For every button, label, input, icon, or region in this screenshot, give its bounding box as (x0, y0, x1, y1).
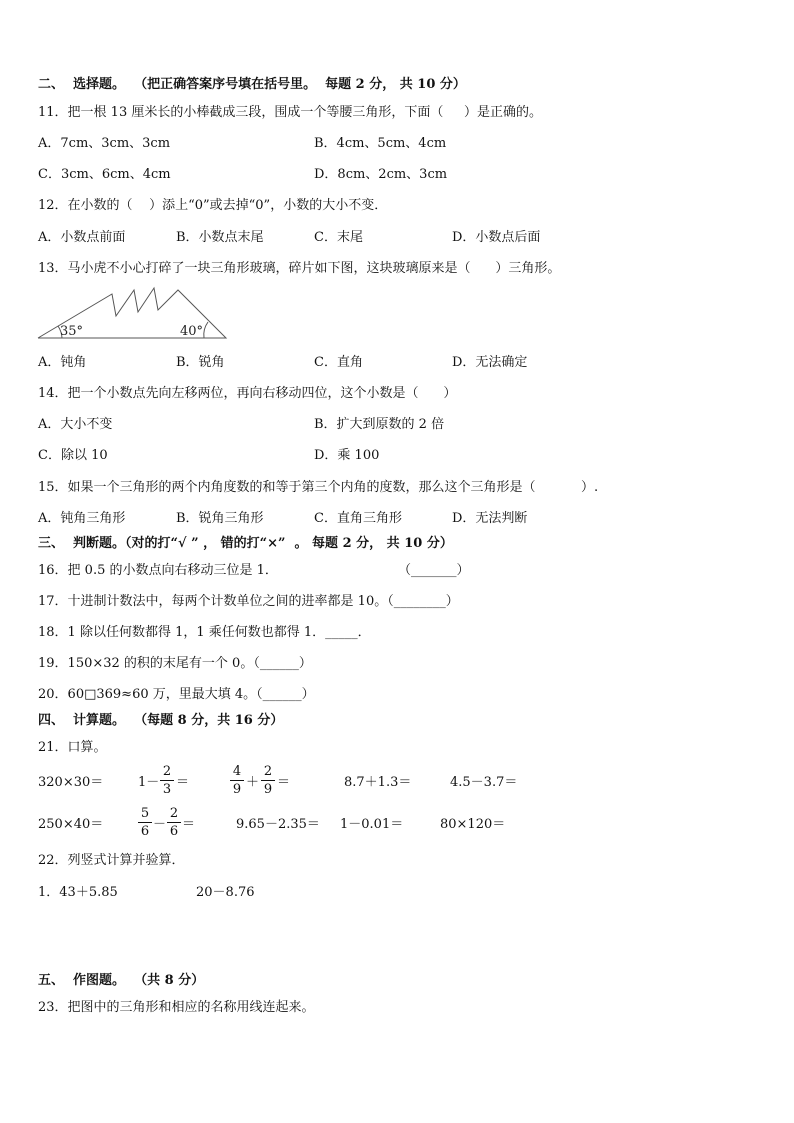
numerator: 5 (140, 806, 150, 821)
numerator: 2 (263, 764, 273, 779)
numerator: 2 (169, 806, 179, 821)
q13-stem: 13．马小虎不小心打碎了一块三角形玻璃，碎片如下图，这块玻璃原来是（ ）三角形。 (38, 261, 561, 276)
fraction-bar (138, 822, 152, 823)
q19-text: 19．150×32 的积的末尾有一个 0。（______） (38, 656, 312, 671)
q22-item-1: 1．43＋5.85 (38, 885, 118, 900)
denominator: 9 (263, 782, 273, 797)
q12-option-a: A．小数点前面 (38, 230, 126, 245)
fraction-2-9 (261, 764, 275, 797)
q15-stem: 15．如果一个三角形的两个内角度数的和等于第三个内角的度数，那么这个三角形是（ ）. (38, 480, 599, 495)
fraction-bar (167, 822, 181, 823)
section4-heading: 四、 计算题。 （每题 8 分，共 16 分） (38, 713, 284, 728)
calc-r1-c2-equals: ＝ (176, 775, 190, 790)
broken-glass-figure (36, 286, 228, 342)
q12-option-c: C．末尾 (314, 230, 363, 245)
calc-r1-c5: 4.5－3.7＝ (450, 775, 518, 790)
q14-option-a: A．大小不变 (38, 417, 113, 432)
denominator: 3 (162, 782, 172, 797)
q23-text: 23．把图中的三角形和相应的名称用线连起来。 (38, 1000, 315, 1015)
fraction-bar (230, 780, 244, 781)
section3-heading: 三、 判断题。（对的打“√ ” ， 错的打“×” 。 每题 2 分， 共 10 分） (38, 536, 453, 551)
q16-text: 16．把 0.5 的小数点向右移动三位是 1． (38, 563, 278, 578)
fraction-2-3 (160, 764, 174, 797)
q17-text: 17．十进制计数法中，每两个计数单位之间的进率都是 10。（________） (38, 594, 459, 609)
q16-answer-blank: （_______） (398, 563, 470, 578)
q15-option-a: A．钝角三角形 (38, 511, 126, 526)
denominator: 9 (232, 782, 242, 797)
denominator: 6 (169, 824, 179, 839)
fraction-5-6 (138, 806, 152, 839)
q12-option-b: B．小数点末尾 (176, 230, 264, 245)
q14-stem: 14．把一个小数点先向左移两位，再向右移动四位，这个小数是（ ） (38, 386, 457, 401)
q15-option-d: D．无法判断 (452, 511, 528, 526)
q11-option-b: B．4cm、5cm、4cm (314, 136, 447, 151)
q22-item-2: 20－8.76 (196, 885, 255, 900)
q14-option-b: B．扩大到原数的 2 倍 (314, 417, 445, 432)
calc-r1-c1: 320×30＝ (38, 775, 104, 790)
q13-option-c: C．直角 (314, 355, 363, 370)
denominator: 6 (140, 824, 150, 839)
section5-heading: 五、 作图题。 （共 8 分） (38, 973, 205, 988)
calc-r2-c3: 9.65－2.35＝ (236, 817, 320, 832)
fraction-bar (261, 780, 275, 781)
calc-r1-c3-plus: ＋ (246, 775, 260, 790)
numerator: 4 (232, 764, 242, 779)
q13-option-a: A．钝角 (38, 355, 87, 370)
fraction-2-6 (167, 806, 181, 839)
q12-option-d: D．小数点后面 (452, 230, 541, 245)
q20-text: 20．60□369≈60 万，里最大填 4。（______） (38, 687, 315, 702)
q13-option-d: D．无法确定 (452, 355, 528, 370)
q14-option-c: C．除以 10 (38, 448, 108, 463)
calc-r2-c5: 80×120＝ (440, 817, 506, 832)
q22-text: 22．列竖式计算并验算． (38, 853, 185, 868)
calc-r1-c3-equals: ＝ (277, 775, 291, 790)
q21-text: 21．口算。 (38, 740, 107, 755)
fraction-bar (160, 780, 174, 781)
angle-label-right: 40° (180, 324, 204, 339)
q15-option-b: B．锐角三角形 (176, 511, 264, 526)
numerator: 2 (162, 764, 172, 779)
q11-option-c: C．3cm、6cm、4cm (38, 167, 171, 182)
q18-text: 18．1 除以任何数都得 1，1 乘任何数也都得 1．_____． (38, 625, 371, 640)
q11-stem: 11．把一根 13 厘米长的小棒截成三段，围成一个等腰三角形，下面（ ）是正确的。 (38, 105, 543, 120)
calc-r1-c2-prefix: 1－ (138, 775, 160, 790)
q11-option-a: A．7cm、3cm、3cm (38, 136, 171, 151)
q13-option-b: B．锐角 (176, 355, 225, 370)
fraction-4-9 (230, 764, 244, 797)
calc-r2-c2-equals: ＝ (182, 817, 196, 832)
q12-stem: 12．在小数的（ ）添上“0”或去掉“0”，小数的大小不变． (38, 198, 388, 213)
right-angle-arc (204, 322, 208, 338)
calc-r2-c2-minus: － (153, 817, 167, 832)
calc-r1-c4: 8.7＋1.3＝ (344, 775, 412, 790)
calc-r2-c1: 250×40＝ (38, 817, 104, 832)
angle-label-left: 35° (60, 324, 84, 339)
calc-r2-c4: 1－0.01＝ (340, 817, 404, 832)
q14-option-d: D．乘 100 (314, 448, 380, 463)
section2-heading: 二、 选择题。 （把正确答案序号填在括号里。 每题 2 分， 共 10 分） (38, 77, 466, 92)
q11-option-d: D．8cm、2cm、3cm (314, 167, 448, 182)
q15-option-c: C．直角三角形 (314, 511, 402, 526)
